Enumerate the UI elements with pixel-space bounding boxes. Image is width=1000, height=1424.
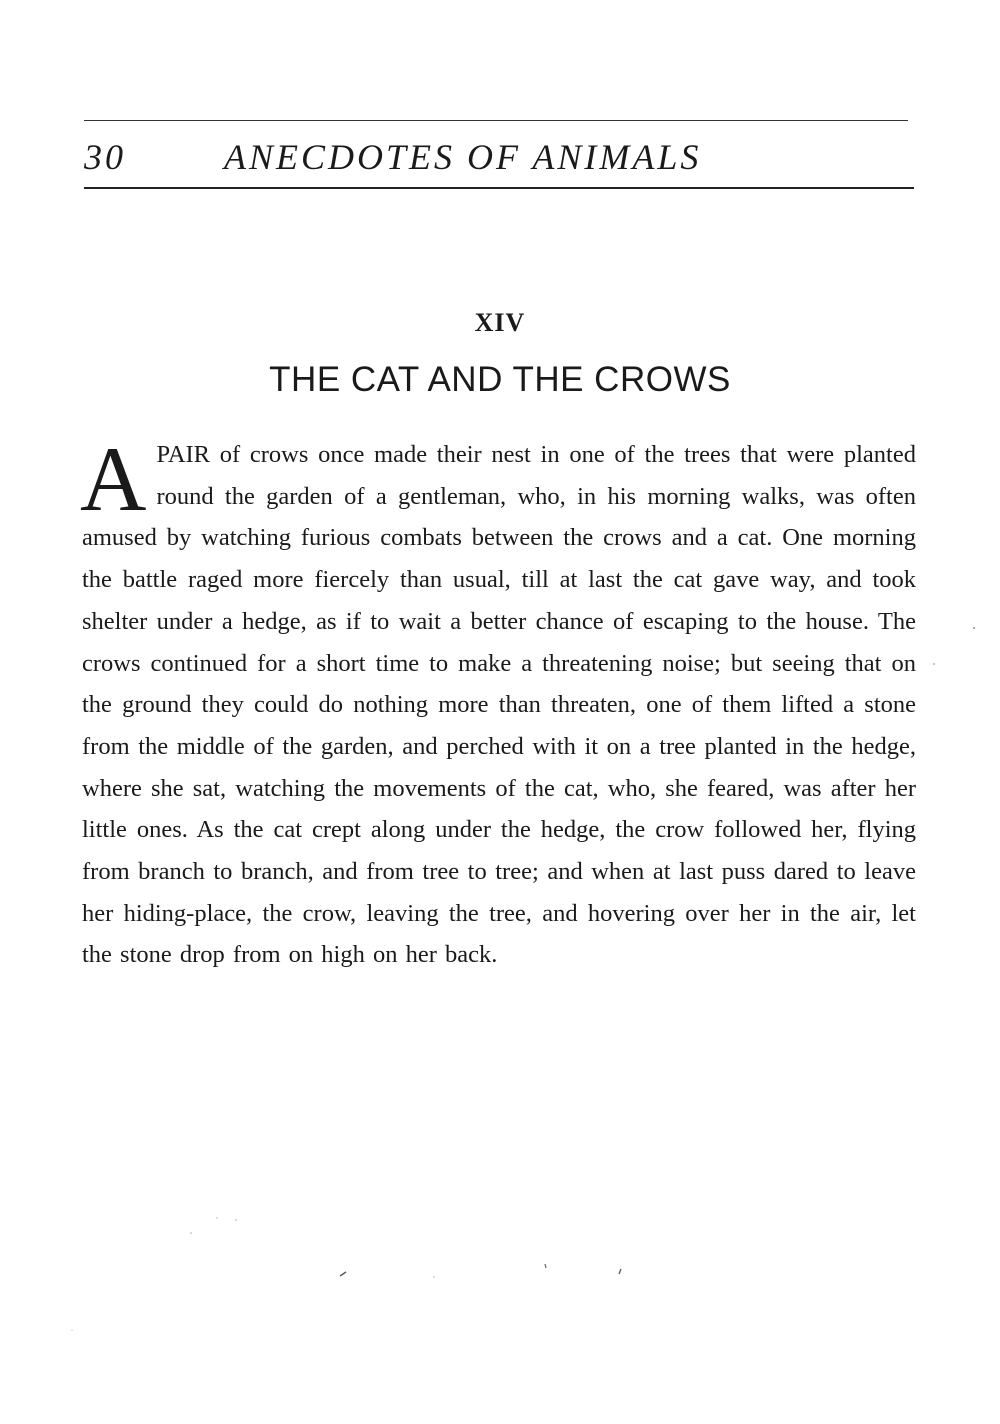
speck bbox=[933, 663, 935, 665]
chapter-title: THE CAT AND THE CROWS bbox=[269, 360, 731, 399]
speck bbox=[216, 1217, 217, 1218]
body-paragraph bbox=[80, 428, 916, 976]
header-top-rule bbox=[84, 120, 908, 121]
paragraph-text: PAIR of crows once made their nest in one of the trees that were planted round the garden of a gentleman, who, in his morning walks, was often amused by watching furious combats between the crows and a cat. One morning the battle raged more fiercely than usual, till at last the cat gave way, and took shelter under a hedge, as if to wait a better chance of escaping to the house. The crows continued for a short time to make a threatening noise; but seeing that on the ground they could do nothing more than threaten, one of them lifted a stone from the middle of the garden, and perched with it on a tree planted in the hedge, where she sat, watching the movements of the cat, who, she feared, was after her little ones. As the cat crept along under the hedge, the crow followed her, flying from branch to branch, and from tree to tree; and when at last puss dared to leave her hiding-place, the crow, leaving the tree, and hovering over her in the air, let the stone drop from on high on her back. bbox=[82, 441, 916, 969]
speck bbox=[619, 1269, 621, 1274]
chapter-number: XIV bbox=[474, 308, 526, 337]
page-number: 30 bbox=[84, 137, 126, 177]
speck bbox=[235, 1219, 237, 1221]
speck bbox=[340, 1272, 346, 1276]
speck bbox=[973, 627, 975, 629]
speck bbox=[545, 1264, 546, 1268]
speck bbox=[433, 1276, 434, 1277]
speck bbox=[190, 1232, 192, 1234]
drop-cap: A bbox=[80, 428, 147, 530]
speck bbox=[71, 1329, 72, 1330]
running-title: ANECDOTES OF ANIMALS bbox=[224, 137, 702, 177]
header-bottom-rule bbox=[84, 187, 914, 189]
running-header bbox=[84, 134, 914, 180]
